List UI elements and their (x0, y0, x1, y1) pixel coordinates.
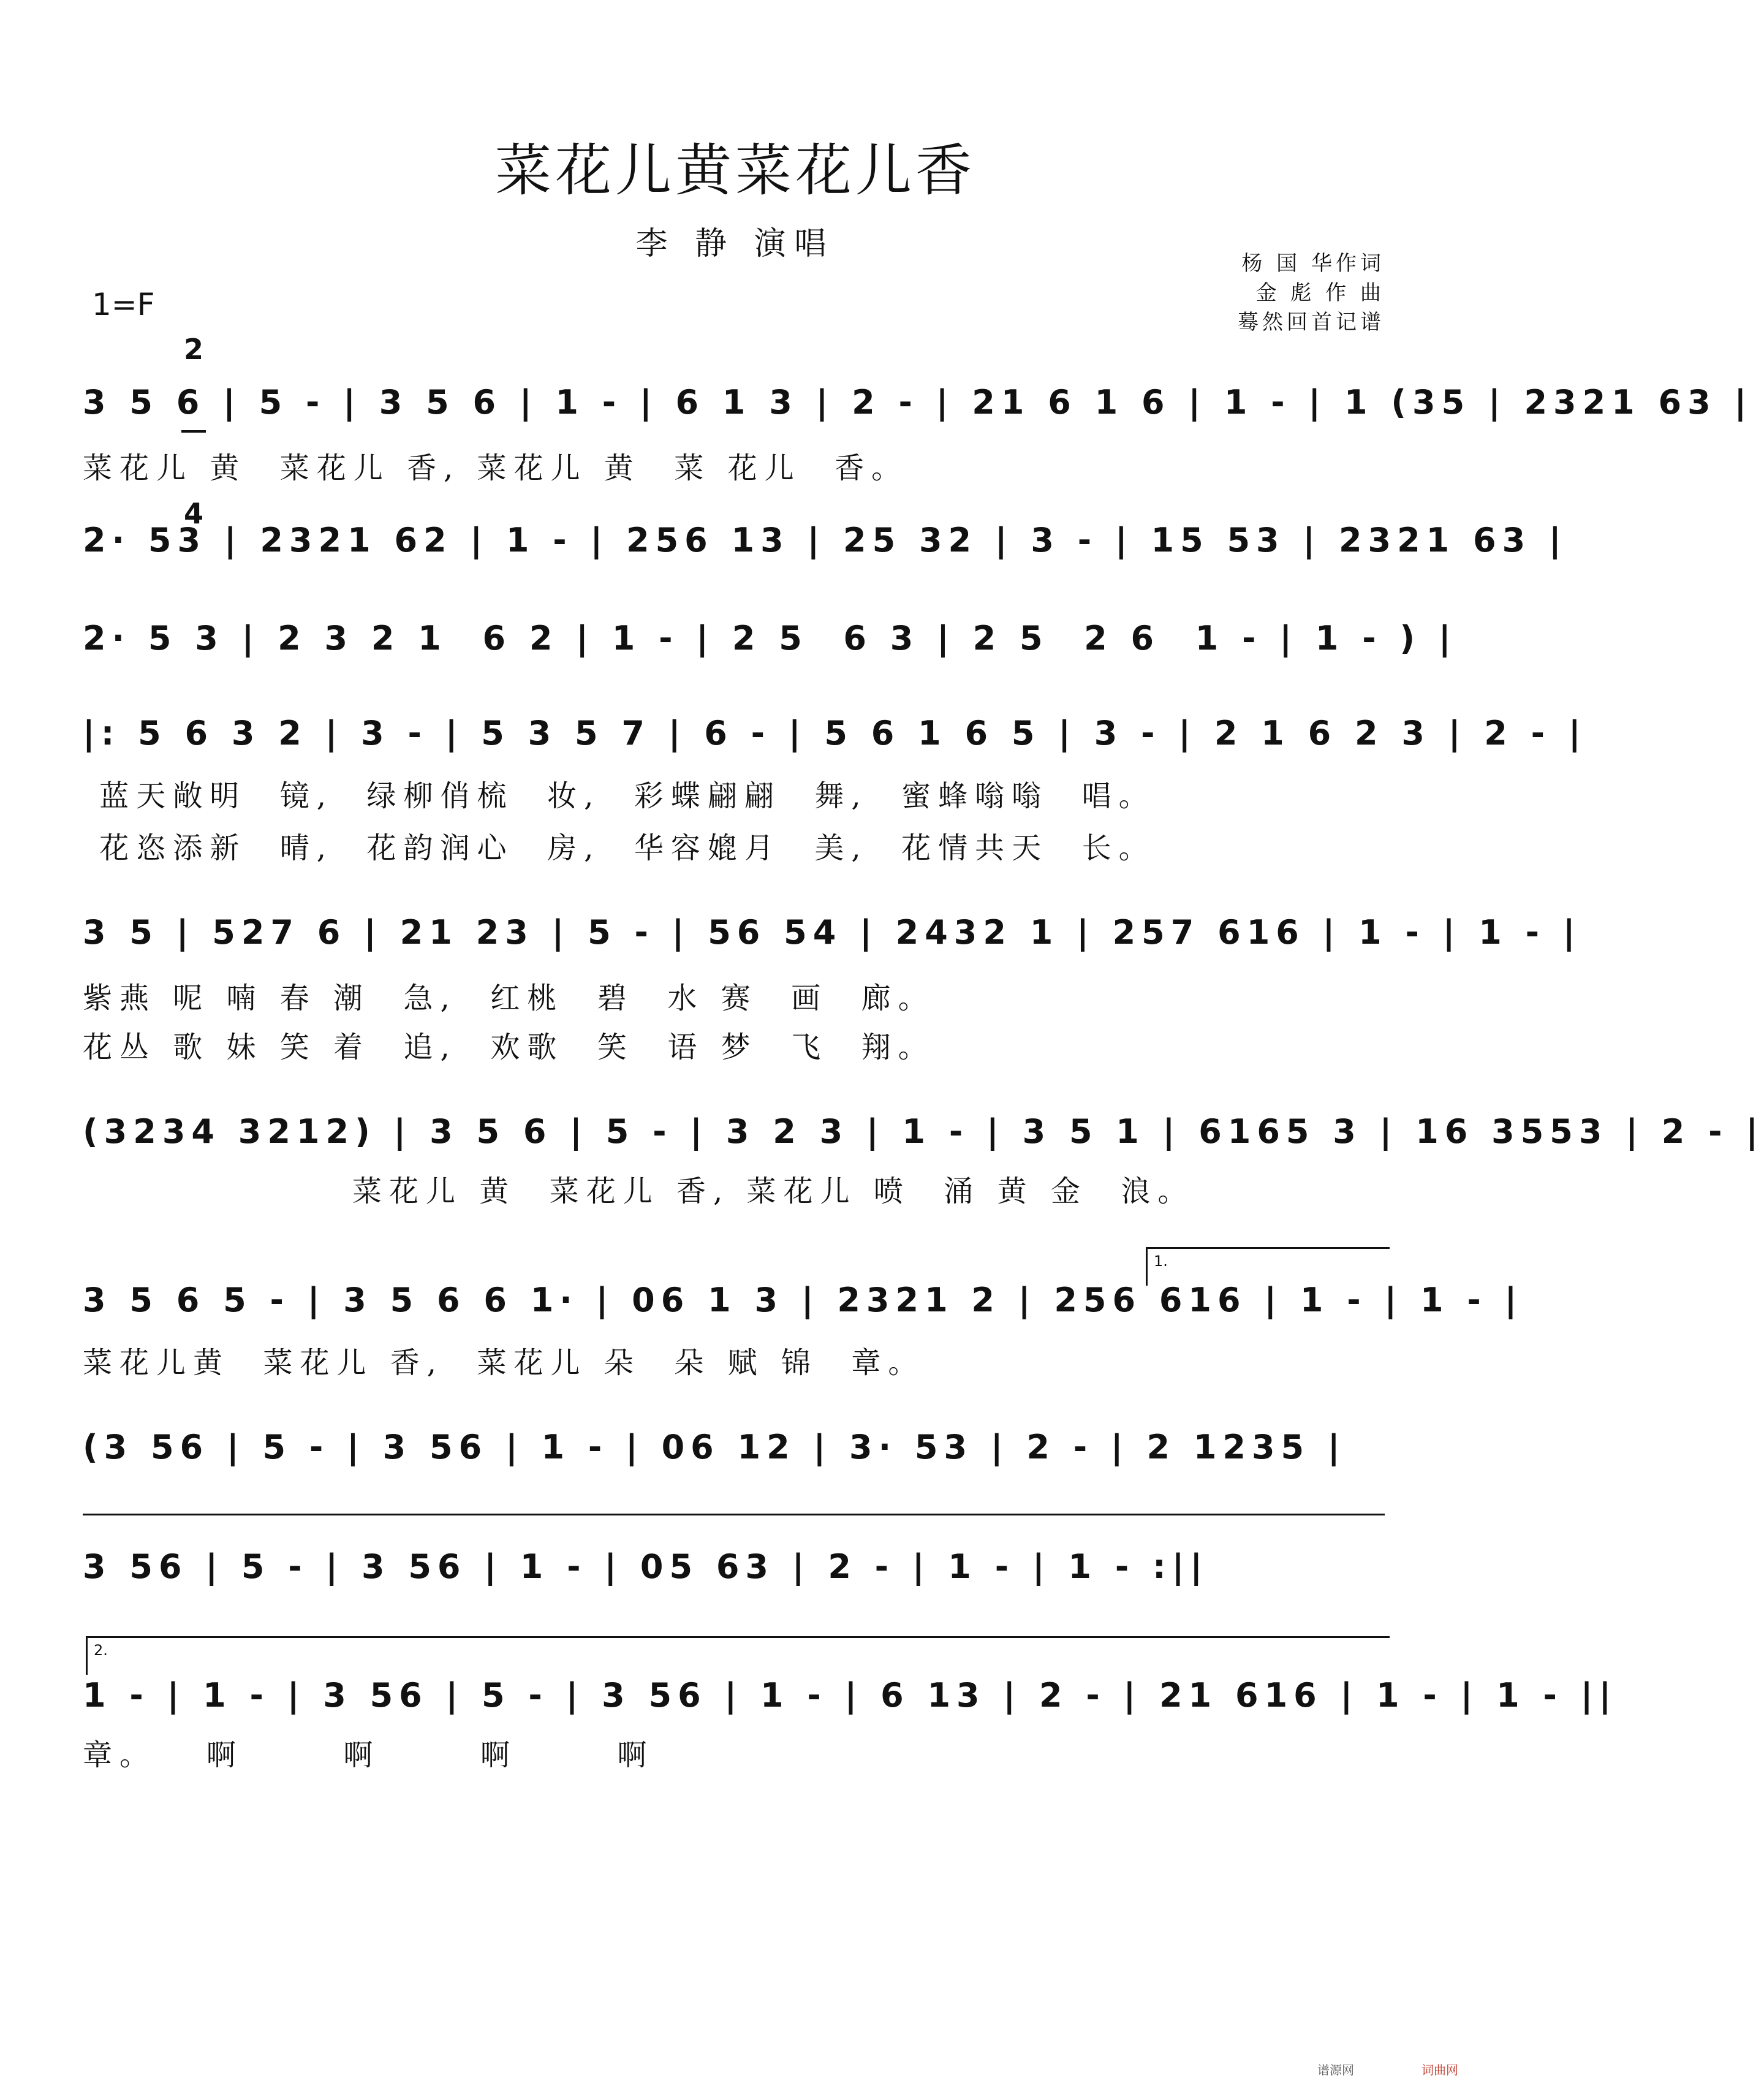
score-line-3-notes: 2· 5 3 | 2 3 2 1 6 2 | 1 - | 2 5 6 3 | 2 5 2 6 1 - | 1 - ) | (83, 619, 1457, 658)
score-line-7-lyrics: 菜花儿黄 菜花儿 香, 菜花儿 朵 朵 赋 锦 章。 (83, 1346, 925, 1380)
score-line-6-lyrics: 菜花儿 黄 菜花儿 香, 菜花儿 喷 涌 黄 金 浪。 (352, 1174, 1195, 1208)
transcriber-credit: 蓦然回首记谱 (1238, 310, 1385, 335)
time-signature-bar (181, 430, 206, 433)
score-line-7-notes: 3 5 6 5 - | 3 5 6 6 1· | 06 1 3 | 2321 2 | 256 616 | 1 - | 1 - | (83, 1281, 1523, 1319)
key-signature: 1=F (92, 287, 155, 322)
score-line-6-notes: (3234 3212) | 3 5 6 | 5 - | 3 2 3 | 1 - | 3 5 1 | 6165 3 | 16 3553 | 2 - | (83, 1112, 1764, 1151)
score-line-2-notes: 2· 53 | 2321 62 | 1 - | 256 13 | 25 32 | 3 - | 15 53 | 2321 63 | (83, 521, 1567, 559)
footer-watermark-right: 词曲网 (1421, 2063, 1458, 2077)
score-line-8-notes: (3 56 | 5 - | 3 56 | 1 - | 06 12 | 3· 53 | 2 - | 2 1235 | (83, 1428, 1346, 1466)
footer-watermark-left: 谱源网 (1317, 2063, 1354, 2077)
score-line-10-notes: 1 - | 1 - | 3 56 | 5 - | 3 56 | 1 - | 6 13 | 2 - | 21 616 | 1 - | 1 - || (83, 1676, 1618, 1715)
performer-credit: 李 静 演唱 (635, 226, 835, 262)
volta-bracket-1: 1. (1146, 1247, 1390, 1286)
lyricist-credit: 杨 国 华作词 (1241, 251, 1385, 276)
score-line-10-lyrics: 章。 啊 啊 啊 啊 (83, 1738, 654, 1772)
time-signature-top: 2 (183, 333, 203, 366)
score-line-1-lyrics: 菜花儿 黄 菜花儿 香, 菜花儿 黄 菜 花儿 香。 (83, 451, 909, 485)
score-line-9-notes: 3 56 | 5 - | 3 56 | 1 - | 05 63 | 2 - | 1 - | 1 - :|| (83, 1547, 1209, 1586)
repeat-bracket-line (83, 1514, 1385, 1515)
volta-bracket-2: 2. (86, 1636, 1390, 1675)
page-title: 菜花儿黄菜花儿香 (494, 138, 975, 203)
composer-credit: 金 彪 作 曲 (1255, 281, 1385, 305)
score-line-5-notes: 3 5 | 527 6 | 21 23 | 5 - | 56 54 | 2432 1 | 257 616 | 1 - | 1 - | (83, 913, 1581, 952)
score-line-5-lyrics-verse-1: 紫燕 呢 喃 春 潮 急, 红桃 碧 水 赛 画 廊。 (83, 981, 935, 1015)
score-line-4-lyrics-verse-1: 蓝天敞明 镜, 绿柳俏梳 妆, 彩蝶翩翩 舞, 蜜蜂嗡嗡 唱。 (83, 779, 1156, 813)
score-line-4-lyrics-verse-2: 花恣添新 晴, 花韵润心 房, 华容媲月 美, 花情共天 长。 (83, 831, 1156, 865)
time-signature-bottom: 4 (183, 497, 203, 530)
score-line-1-notes: 3 5 6 | 5 - | 3 5 6 | 1 - | 6 1 3 | 2 - | 21 6 1 6 | 1 - | 1 (35 | 2321 63 | (83, 383, 1753, 422)
score-line-5-lyrics-verse-2: 花丛 歌 妹 笑 着 追, 欢歌 笑 语 梦 飞 翔。 (83, 1030, 935, 1064)
score-line-4-notes: |: 5 6 3 2 | 3 - | 5 3 5 7 | 6 - | 5 6 1 6 5 | 3 - | 2 1 6 2 3 | 2 - | (83, 714, 1587, 753)
